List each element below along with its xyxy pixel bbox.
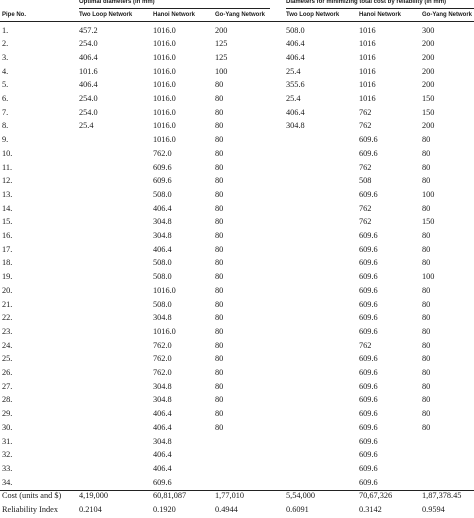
optimal-two-loop-cell: 101.6 [79,66,98,76]
optimal-go-yang-cell: 80 [215,326,224,336]
table-row [0,52,474,66]
pipe-no-cell: 4. [2,66,9,76]
optimal-go-yang-cell: 80 [215,258,224,268]
optimal-hanoi-cell: 304.8 [153,436,172,446]
reliability-hanoi-cell: 1016 [359,52,376,62]
optimal-hanoi-cell: 304.8 [153,231,172,240]
reliability-two-loop-cell: 25.4 [286,94,301,103]
reliability-hanoi-cell: 609.6 [359,258,378,268]
optimal-go-yang-cell: 80 [215,409,224,419]
reliability-two-loop-cell: 406.4 [286,39,305,49]
reliability-go-yang-cell: 100 [422,189,435,199]
table-row [0,299,474,313]
reliability-diameters-group-header: Diameters for minimizing total cost by reliability (in mm) [286,0,447,5]
pipe-no-cell: 23. [2,326,13,336]
pipe-no-cell: 21. [2,299,13,309]
table-row [0,162,474,176]
optimal-go-yang-cell: 80 [215,94,224,103]
optimal-go-yang-cell: 100 [215,66,228,76]
pipe-no-cell: 8. [2,121,9,131]
optimal-go-yang-cell: 80 [215,217,224,227]
reliability-go-yang-cell: 80 [422,244,431,254]
table-row [0,340,474,354]
reliability-two-loop-cell: 508.0 [286,25,305,35]
reliability-hanoi-cell: 762 [359,162,372,172]
table-row [0,107,474,121]
reliability-two-loop-column-header: Two Loop Network [286,12,340,18]
optimal-hanoi-cell: 304.8 [153,395,172,405]
table-row [0,257,474,271]
reliability-hanoi-cell: 609.6 [359,299,378,309]
pipe-no-cell: 5. [2,80,9,90]
optimal-go-yang-cell: 80 [215,354,224,364]
reliability-hanoi-column-header: Hanoi Network [359,12,402,18]
reliability-hanoi-cell: 609.6 [359,409,378,419]
optimal-go-yang-cell: 80 [215,148,224,158]
reliability-go-yang-column-header: Go-Yang Network [422,12,473,18]
table-row [0,367,474,381]
optimal-hanoi-cell: 406.4 [153,463,172,473]
pipe-no-cell: Cost (units and $) [2,491,62,501]
optimal-hanoi-cell: 1016.0 [153,107,176,117]
reliability-go-yang-cell: 80 [422,203,431,213]
optimal-hanoi-cell: 609.6 [153,176,172,186]
reliability-hanoi-cell: 1016 [359,25,376,35]
reliability-hanoi-cell: 762 [359,203,372,213]
table-row [0,271,474,285]
reliability-hanoi-cell: 70,67,326 [359,491,393,501]
optimal-hanoi-cell: 1016.0 [153,121,176,131]
reliability-go-yang-cell: 200 [422,39,435,49]
reliability-go-yang-cell: 80 [422,409,431,419]
optimal-hanoi-cell: 304.8 [153,217,172,227]
reliability-go-yang-cell: 80 [422,176,431,186]
pipe-no-cell: 31. [2,436,13,446]
pipe-no-cell: 10. [2,148,13,158]
header-bottom-rule [0,21,474,22]
pipe-no-column-header: Pipe No. [2,12,27,18]
optimal-hanoi-column-header: Hanoi Network [153,12,196,18]
table-row [0,326,474,340]
pipe-no-cell: 7. [2,107,9,117]
optimal-hanoi-cell: 762.0 [153,368,172,377]
reliability-go-yang-cell: 0.9594 [422,505,445,514]
reliability-hanoi-cell: 609.6 [359,231,378,240]
optimal-hanoi-cell: 304.8 [153,381,172,391]
optimal-hanoi-cell: 0.1920 [153,505,176,514]
reliability-two-loop-cell: 406.4 [286,107,305,117]
table-row [0,134,474,148]
optimal-go-yang-cell: 80 [215,162,224,172]
table-row [0,312,474,326]
pipe-no-cell: 27. [2,381,13,391]
optimal-hanoi-cell: 609.6 [153,162,172,172]
optimal-hanoi-cell: 508.0 [153,299,172,309]
optimal-go-yang-cell: 80 [215,368,224,377]
table-row [0,93,474,107]
optimal-hanoi-cell: 1016.0 [153,80,176,90]
optimal-hanoi-cell: 508.0 [153,272,172,282]
reliability-go-yang-cell: 80 [422,422,431,432]
table-header [0,0,474,22]
table-row [0,66,474,80]
table-row [0,477,474,491]
reliability-hanoi-cell: 609.6 [359,244,378,254]
pipe-no-cell: 2. [2,39,9,49]
optimal-go-yang-cell: 125 [215,39,228,49]
reliability-go-yang-cell: 200 [422,80,435,90]
reliability-group-underline [286,8,474,9]
optimal-hanoi-cell: 609.6 [153,477,172,487]
optimal-go-yang-cell: 80 [215,381,224,391]
optimal-go-yang-cell: 80 [215,395,224,405]
optimal-hanoi-cell: 1016.0 [153,66,176,76]
reliability-go-yang-cell: 80 [422,231,431,240]
reliability-go-yang-cell: 200 [422,121,435,131]
pipe-no-cell: 30. [2,422,13,432]
optimal-go-yang-cell: 80 [215,135,224,145]
table-row [0,120,474,134]
table-row [0,189,474,203]
reliability-go-yang-cell: 80 [422,368,431,377]
pipe-no-cell: 20. [2,285,13,295]
pipe-no-cell: 17. [2,244,13,254]
optimal-two-loop-cell: 254.0 [79,107,98,117]
reliability-hanoi-cell: 609.6 [359,395,378,405]
reliability-go-yang-cell: 80 [422,340,431,350]
table-row [0,25,474,39]
reliability-hanoi-cell: 1016 [359,39,376,49]
pipe-no-cell: 24. [2,340,13,350]
reliability-go-yang-cell: 80 [422,258,431,268]
reliability-go-yang-cell: 80 [422,313,431,323]
table-row [0,449,474,463]
table-row [0,463,474,477]
reliability-hanoi-cell: 609.6 [359,450,378,460]
table-row [0,79,474,93]
pipe-no-cell: 33. [2,463,13,473]
table-row [0,216,474,230]
optimal-diameters-group-header: Optimal diameters (in mm) [79,0,155,5]
optimal-hanoi-cell: 304.8 [153,313,172,323]
optimal-group-underline [79,8,270,9]
reliability-hanoi-cell: 762 [359,217,372,227]
table-row [0,230,474,244]
optimal-go-yang-cell: 80 [215,313,224,323]
optimal-hanoi-cell: 406.4 [153,422,172,432]
optimal-hanoi-cell: 1016.0 [153,39,176,49]
reliability-go-yang-cell: 100 [422,272,435,282]
optimal-hanoi-cell: 508.0 [153,258,172,268]
reliability-two-loop-cell: 304.8 [286,121,305,131]
optimal-go-yang-cell: 80 [215,285,224,295]
optimal-hanoi-cell: 1016.0 [153,52,176,62]
reliability-hanoi-cell: 1016 [359,66,376,76]
optimal-go-yang-cell: 80 [215,203,224,213]
optimal-hanoi-cell: 60,81,087 [153,491,187,501]
reliability-go-yang-cell: 150 [422,107,435,117]
table-row [0,285,474,299]
optimal-go-yang-cell: 80 [215,340,224,350]
reliability-hanoi-cell: 609.6 [359,272,378,282]
pipe-no-cell: 19. [2,272,13,282]
optimal-hanoi-cell: 1016.0 [153,135,176,145]
optimal-go-yang-cell: 80 [215,107,224,117]
optimal-go-yang-cell: 1,77,010 [215,491,245,501]
optimal-two-loop-cell: 457.2 [79,25,98,35]
pipe-no-cell: 18. [2,258,13,268]
optimal-hanoi-cell: 762.0 [153,148,172,158]
reliability-go-yang-cell: 200 [422,66,435,76]
optimal-go-yang-cell: 80 [215,231,224,240]
reliability-two-loop-cell: 0.6091 [286,505,309,514]
optimal-hanoi-cell: 1016.0 [153,326,176,336]
optimal-two-loop-cell: 254.0 [79,94,98,103]
pipe-no-cell: 9. [2,135,9,145]
optimal-hanoi-cell: 406.4 [153,409,172,419]
reliability-go-yang-cell: 80 [422,381,431,391]
optimal-two-loop-cell: 25.4 [79,121,94,131]
reliability-go-yang-cell: 300 [422,25,435,35]
optimal-go-yang-cell: 80 [215,80,224,90]
optimal-hanoi-cell: 762.0 [153,354,172,364]
pipe-no-cell: 12. [2,176,13,186]
reliability-hanoi-cell: 609.6 [359,326,378,336]
reliability-go-yang-cell: 80 [422,299,431,309]
pipe-no-cell: 15. [2,217,13,227]
reliability-go-yang-cell: 80 [422,354,431,364]
table-row [0,353,474,367]
reliability-two-loop-cell: 25.4 [286,66,301,76]
reliability-two-loop-cell: 355.6 [286,80,305,90]
reliability-hanoi-cell: 762 [359,121,372,131]
optimal-go-yang-cell: 80 [215,299,224,309]
cost-row [0,490,474,504]
reliability-go-yang-cell: 150 [422,217,435,227]
pipe-no-cell: 25. [2,354,13,364]
reliability-hanoi-cell: 0.3142 [359,505,382,514]
table-row [0,244,474,258]
optimal-two-loop-cell: 406.4 [79,52,98,62]
reliability-go-yang-cell: 80 [422,162,431,172]
optimal-go-yang-cell: 80 [215,272,224,282]
optimal-two-loop-cell: 406.4 [79,80,98,90]
reliability-hanoi-cell: 609.6 [359,285,378,295]
pipe-no-cell: 16. [2,231,13,240]
optimal-hanoi-cell: 1016.0 [153,285,176,295]
reliability-go-yang-cell: 80 [422,395,431,405]
optimal-two-loop-cell: 254.0 [79,39,98,49]
reliability-hanoi-cell: 609.6 [359,463,378,473]
table-row [0,422,474,436]
reliability-hanoi-cell: 609.6 [359,368,378,377]
table-row [0,381,474,395]
pipe-no-cell: 14. [2,203,13,213]
optimal-go-yang-column-header: Go-Yang Network [215,12,266,18]
reliability-hanoi-cell: 762 [359,107,372,117]
optimal-two-loop-cell: 4,19,000 [79,491,109,501]
table-row [0,408,474,422]
pipe-no-cell: 13. [2,189,13,199]
optimal-go-yang-cell: 80 [215,244,224,254]
optimal-go-yang-cell: 80 [215,189,224,199]
table-row [0,436,474,450]
table-row [0,175,474,189]
reliability-index-row [0,504,474,518]
optimal-hanoi-cell: 508.0 [153,189,172,199]
pipe-no-cell: 11. [2,162,13,172]
optimal-two-loop-column-header: Two Loop Network [79,12,133,18]
reliability-hanoi-cell: 609.6 [359,477,378,487]
pipe-no-cell: 3. [2,52,9,62]
reliability-hanoi-cell: 609.6 [359,189,378,199]
optimal-two-loop-cell: 0.2104 [79,505,102,514]
reliability-go-yang-cell: 1,87,378.45 [422,491,462,501]
reliability-go-yang-cell: 80 [422,285,431,295]
table-row [0,38,474,52]
reliability-go-yang-cell: 80 [422,326,431,336]
pipe-no-cell: 28. [2,395,13,405]
optimal-go-yang-cell: 0.4944 [215,505,238,514]
pipe-no-cell: 6. [2,94,9,103]
pipe-no-cell: 34. [2,477,13,487]
table-row [0,203,474,217]
summary-top-rule [0,490,474,491]
pipe-no-cell: 29. [2,409,13,419]
reliability-go-yang-cell: 80 [422,148,431,158]
optimal-hanoi-cell: 1016.0 [153,94,176,103]
reliability-hanoi-cell: 609.6 [359,381,378,391]
reliability-go-yang-cell: 200 [422,52,435,62]
reliability-hanoi-cell: 609.6 [359,135,378,145]
reliability-hanoi-cell: 609.6 [359,436,378,446]
table-row [0,394,474,408]
reliability-hanoi-cell: 609.6 [359,148,378,158]
optimal-go-yang-cell: 80 [215,176,224,186]
reliability-hanoi-cell: 762 [359,340,372,350]
optimal-hanoi-cell: 406.4 [153,450,172,460]
reliability-hanoi-cell: 508 [359,176,372,186]
optimal-go-yang-cell: 80 [215,121,224,131]
optimal-hanoi-cell: 762.0 [153,340,172,350]
reliability-go-yang-cell: 80 [422,135,431,145]
optimal-go-yang-cell: 200 [215,25,228,35]
reliability-two-loop-cell: 406.4 [286,52,305,62]
optimal-hanoi-cell: 1016.0 [153,25,176,35]
reliability-hanoi-cell: 1016 [359,80,376,90]
optimal-go-yang-cell: 80 [215,422,224,432]
optimal-hanoi-cell: 406.4 [153,203,172,213]
table-row [0,148,474,162]
pipe-no-cell: 22. [2,313,13,323]
pipe-no-cell: 32. [2,450,13,460]
reliability-two-loop-cell: 5,54,000 [286,491,316,501]
reliability-go-yang-cell: 150 [422,94,435,103]
reliability-hanoi-cell: 609.6 [359,313,378,323]
pipe-no-cell: 1. [2,25,9,35]
optimal-go-yang-cell: 125 [215,52,228,62]
reliability-hanoi-cell: 609.6 [359,422,378,432]
optimal-hanoi-cell: 406.4 [153,244,172,254]
reliability-hanoi-cell: 609.6 [359,354,378,364]
pipe-no-cell: 26. [2,368,13,377]
pipe-no-cell: Reliability Index [2,505,58,514]
reliability-hanoi-cell: 1016 [359,94,376,103]
